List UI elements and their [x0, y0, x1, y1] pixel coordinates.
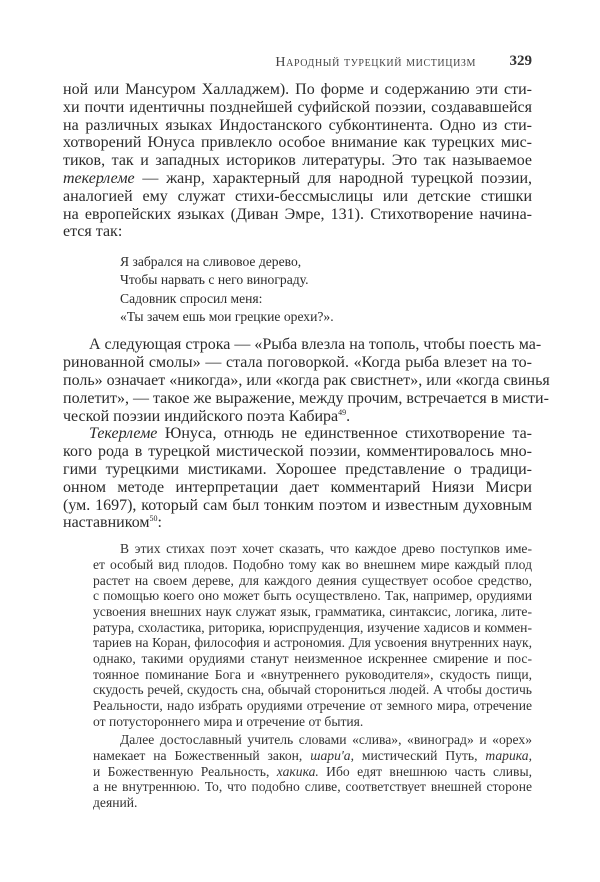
text-span: намекает на Божественный закон, — [93, 748, 311, 764]
text-line — [93, 764, 532, 780]
text-line: хи почти идентичны позднейшей суфийской поэзии, создававшейся — [63, 98, 532, 116]
text-line: Реальности, надо избрать орудиями отречение от земного мира, отречение — [93, 698, 532, 713]
text-line: Далее достославный учитель словами «слива», «виноград» и «орех» — [120, 732, 532, 748]
text-line: кого рода в турецкой мистической поэзии, комментировалось мно- — [63, 443, 532, 461]
paragraph-1 — [63, 81, 532, 241]
text-line — [63, 514, 532, 532]
text-line: а не внутреннюю. То, что подобно сливе, соответствует внешней стороне — [93, 779, 532, 795]
text-line: растет на своем дереве, для каждого деяния существует особое средство, — [93, 572, 532, 588]
text-span: — жанр, характерный для народной турецкой поэзии, — [134, 169, 532, 187]
text-line: аналогией ему служат стихи-бессмыслицы или детские стишки — [63, 187, 532, 205]
text-line: однако, такими орудиями станут неизменное искреннее смирение и пос- — [93, 650, 532, 666]
text-line: с помощью коего оно может быть осуществлено. Так, например, орудиями — [93, 588, 532, 604]
text-span: , мистический Путь, — [350, 748, 486, 764]
text-line: ется так: — [63, 223, 123, 241]
text-line: Садовник спросил меня: — [120, 290, 263, 306]
text-line — [63, 170, 532, 188]
page-body — [63, 81, 550, 811]
text-span: ческой поэзии индийского поэта Кабира — [63, 407, 339, 425]
footnote-ref: 49 — [338, 407, 347, 417]
text-line: скудость речей, скудость сна, обычай сторониться людей. А чтобы достичь — [93, 682, 532, 698]
text-span: Ибо едят внешнюю часть сливы, — [318, 763, 532, 779]
text-line — [93, 748, 532, 764]
text-line: полетит», — такое же выражение, между прочим, встречается в мисти- — [63, 389, 549, 407]
text-line — [63, 425, 532, 443]
text-line: деяний. — [93, 795, 138, 811]
text-line: ет особый вид плодов. Подобно тому как во внешнем мире каждый плод — [93, 556, 532, 572]
text-line — [63, 408, 532, 426]
text-line: ратура, схоластика, риторика, юриспруденция, изучение хадисов и коммен- — [93, 619, 532, 635]
text-line: Чтобы нарвать с него винограду. — [120, 272, 309, 288]
text-span: Юнуса, отнюдь не единственное стихотворение та- — [157, 425, 532, 443]
italic-term: Текерлеме — [89, 425, 158, 443]
chapter-title: Народный турецкий мистицизм — [275, 55, 476, 70]
text-span: наставником — [63, 514, 150, 532]
footnote-ref: 50 — [149, 514, 158, 524]
running-header — [63, 52, 532, 72]
text-line: Я забрался на сливовое дерево, — [120, 254, 302, 270]
text-line: тиков, так и западных историков литературы. Это так называемое — [63, 152, 532, 170]
paragraph-2 — [63, 336, 550, 532]
text-line: на различных языках Индостанского субконтинента. Одно из сти- — [63, 116, 532, 134]
italic-term: тарика — [485, 748, 529, 764]
text-line: ной или Мансуром Халладжем). По форме и содержанию эти сти- — [63, 81, 532, 98]
text-line: ринованной смолы» — стала поговоркой. «Когда рыба влезет на то- — [63, 354, 532, 372]
text-line: гими турецкими мистиками. Хорошее представление о традици- — [63, 460, 532, 478]
block-quote-1 — [93, 541, 532, 729]
text-line: В этих стихах поэт хочет сказать, что каждое древо поступков име- — [120, 541, 532, 557]
verse-quote — [120, 253, 520, 326]
text-line: хотворений Юнуса привлекло особое внимание как турецких мис- — [63, 134, 532, 152]
text-span: : — [157, 514, 162, 532]
text-line: онном методе интерпретации дает комментарий Ниязи Мисри — [63, 478, 532, 496]
block-quote-2 — [93, 732, 532, 810]
text-line: от потустороннего мира и отречение от бытия. — [93, 713, 364, 729]
text-line: тариев на Коран, философия и астрономия. Для усвоения внутренних наук, — [93, 635, 532, 651]
italic-term: текерлеме — [63, 169, 135, 187]
page-number: 329 — [509, 53, 532, 69]
italic-term: хакика. — [276, 763, 319, 779]
text-line: усвоения внешних наук служат язык, грамматика, синтаксис, логика, лите- — [93, 603, 532, 619]
text-span: , — [528, 748, 532, 764]
text-line: «Ты зачем ешь мои грецкие орехи?». — [120, 309, 334, 325]
text-line: на европейских языках (Диван Эмре, 131). Стихотворение начина- — [63, 205, 532, 223]
text-line: А следующая строка — «Рыба влезла на тополь, чтобы поесть ма- — [89, 336, 542, 354]
italic-term: шари'а — [310, 748, 351, 764]
text-span: . — [346, 407, 351, 425]
text-line: поль» означает «никогда», или «когда рак свистнет», или «когда свинья — [63, 371, 550, 389]
text-span: и Божественную Реальность, — [93, 763, 277, 779]
text-line: (ум. 1697), который сам был тонким поэтом и известным духовным — [63, 496, 532, 514]
text-line: тоянное поминание Бога и «внутреннего руководителя», скудость пищи, — [93, 666, 532, 682]
